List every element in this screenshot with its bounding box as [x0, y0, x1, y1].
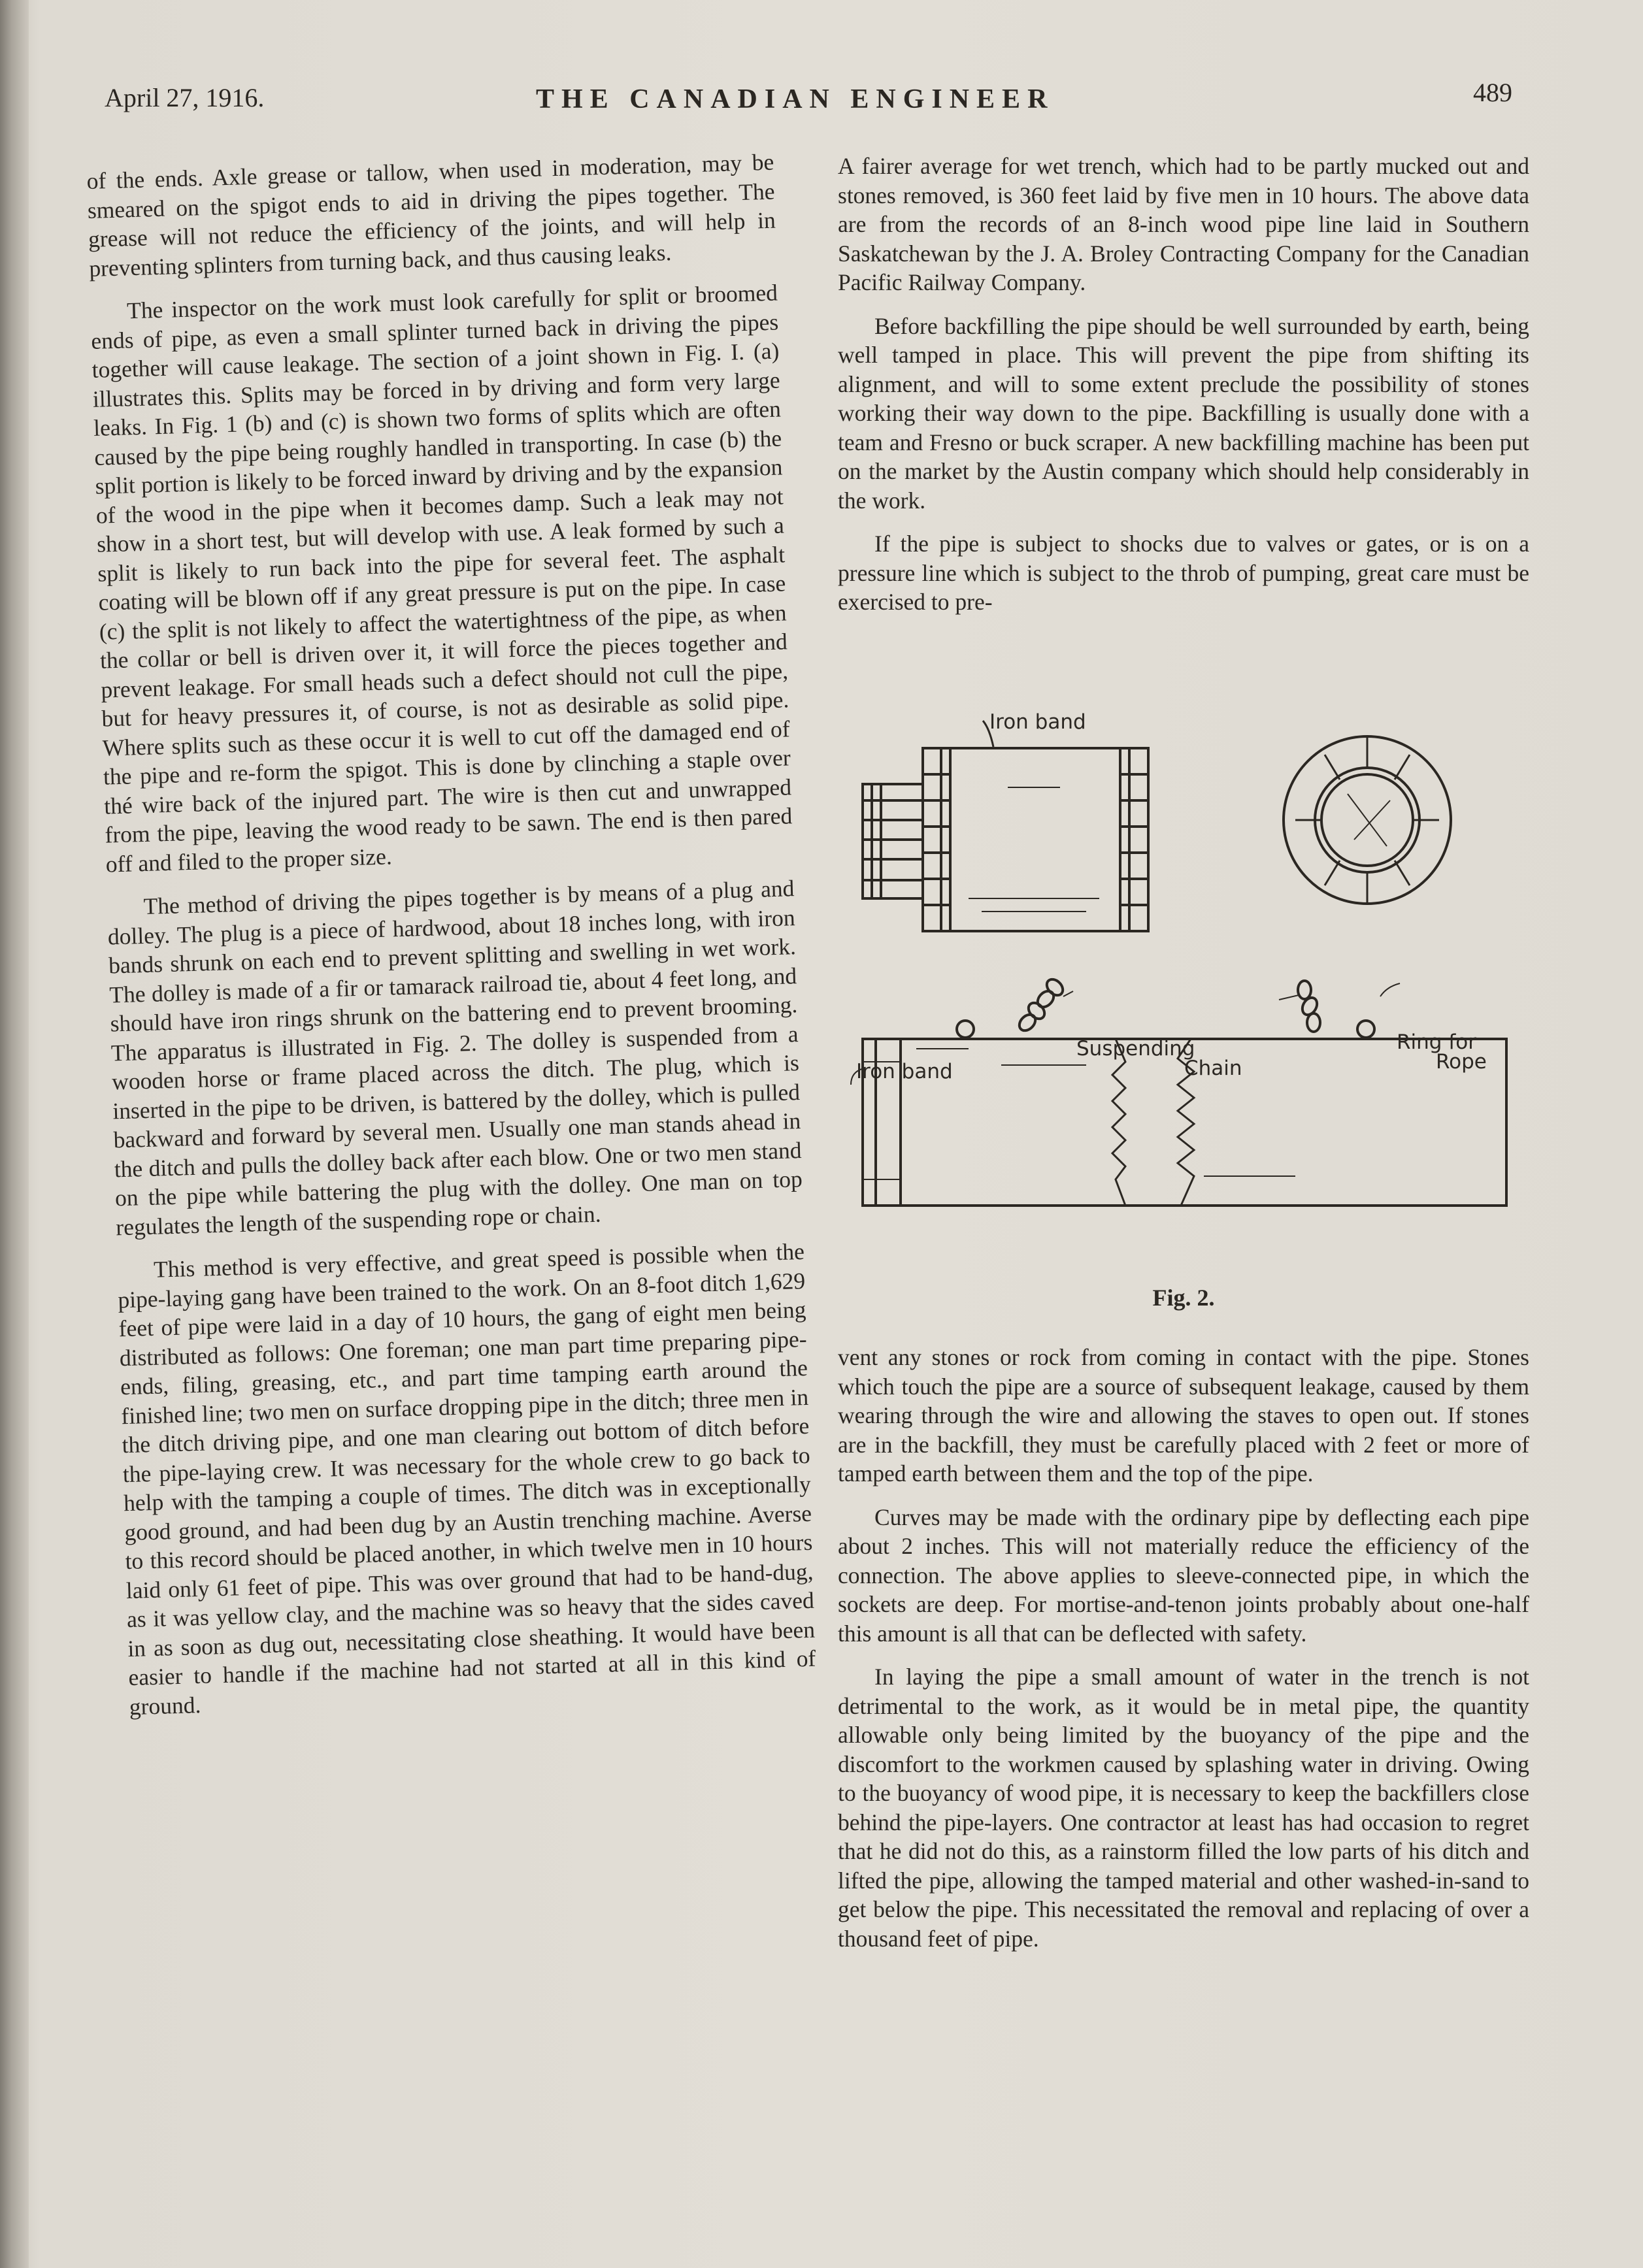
dolley-body-shape — [923, 748, 1148, 931]
iron-band-ring — [957, 1021, 974, 1038]
paragraph: vent any stones or rock from coming in contact with the pipe. Stones which touch the pipe are a source of subsequent leakage, caused by them wearing through the wire and allowing the staves to open out. If stones are in the backfill, they must be carefully placed with 2 feet or more of tamped earth between them and the top of the pipe. — [838, 1344, 1529, 1487]
label-chain: Chain — [1184, 1057, 1242, 1080]
left-column — [86, 148, 818, 1735]
figure-2 — [838, 709, 1529, 1323]
label-rope: Rope — [1436, 1050, 1487, 1074]
paragraph: The inspector on the work must look carefully for split or broomed ends of pipe, as even a small splinter turned back in driving the pipes together will cause leakage. The section of a joint shown in Fig. I. (a) illustrates this. Splits may be forced in by driving and form very large leaks. In Fig. 1 (b) and (c) is shown two forms of splits which are often caused by the pipe being roughly handled in transporting. In case (b) the split portion is likely to be forced inward by driving and by the expansion of the wood in the pipe when it becomes damp. Such a leak may not show in a short test, but will develop with use. A leak formed by such a split is likely to run back into the pipe for several feet. The asphalt coating will be blown off if any great pressure is put on the pipe. In case (c) the split is not likely to affect the watertightness of the pipe, as when the collar or bell is driven over it, it will force the pieces together and prevent leakage. For small heads such a defect should not cull the pipe, but for heavy pressures it, of course, is not as desirable as solid pipe. Where splits such as these occur it is well to cut off the damaged end of the pipe and re-form the spigot. This is done by clinching a staple over thé wire back of the injured part. The wire is then cut and unwrapped from the pipe, leaving the wood ready to be sawn. The end is then pared off and filed to the proper size. — [90, 279, 793, 878]
figure-caption: Fig. 2. — [1152, 1285, 1215, 1311]
running-header — [105, 77, 1512, 129]
paragraph: Before backfilling the pipe should be well surrounded by earth, being well tamped in place. This will prevent the pipe from shifting its alignment, and will to some extent preclude the possibility of stones working their way down to the pipe. Backfilling is usually done with a team and Fresno or buck scraper. A new backfilling machine has been put on the market by the Austin company which should help considerably in the work. — [838, 312, 1529, 514]
right-column-bottom — [838, 1343, 1529, 1967]
figure-2-drawing — [838, 709, 1529, 1277]
paragraph: If the pipe is subject to shocks due to valves or gates, or is on a pressure line which is subject to the throb of pumping, great care must be exercised to pre- — [838, 531, 1529, 615]
paragraph: of the ends. Axle grease or tallow, when used in moderation, may be smeared on the spigot ends to aid in driving the pipes together. The grease will not reduce the efficiency of the joints, and will help in preventing splinters from turning back, and thus causing leaks. — [86, 148, 776, 282]
paragraph: Curves may be made with the ordinary pipe by deflecting each pipe about 2 inches. This will not materially reduce the efficiency of the connection. The above applies to sleeve-connected pipe, in which the sockets are deep. For mortise-and-tenon joints probably about one-half this amount is all that can be deflected with safety. — [838, 1504, 1529, 1647]
paragraph: This method is very effective, and great speed is possible when the pipe-laying gang have been trained to the work. On an 8-foot ditch 1,629 feet of pipe were laid in a day of 10 hours, the gang of eight men being distributed as follows: One foreman; one man part time preparing pipe-ends, filing, greasing, etc., and part time tamping earth around the finished line; two men on surface dropping pipe in the ditch; three men in the ditch driving pipe, and one man clearing out bottom of ditch before the pipe-laying crew. It was necessary for the whole crew to go back to help with the tamping a couple of times. The ditch was in exceptionally good ground, and had been dug by an Austin trenching machine. Averse to this record should be placed another, in which twelve men in 10 hours laid only 61 feet of pipe. This was over ground that had to be hand-dug, as it was yellow clay, and the machine was so heavy that the sides caved in as soon as dug out, necessitating close sheathing. It would have been easier to handle if the machine had not started at all in this kind of ground. — [117, 1238, 816, 1720]
label-ring-for: Ring for — [1397, 1030, 1476, 1054]
paragraph: A fairer average for wet trench, which had to be partly mucked out and stones removed, is 360 feet laid by five men in 10 hours. The above data are from the records of an 8-inch wood pipe line laid in Southern Saskatchewan by the J. A. Broley Contracting Company for the Canadian Pacific Railway Company. — [838, 153, 1529, 295]
page-number: 489 — [1473, 78, 1512, 107]
book-spine-shadow — [0, 0, 29, 2268]
label-iron-band-top: Iron band — [989, 710, 1086, 734]
label-iron-band: Iron band — [856, 1060, 953, 1083]
label-suspending: Suspending — [1076, 1037, 1195, 1060]
rope-ring — [1357, 1021, 1374, 1038]
issue-date: April 27, 1916. — [105, 83, 265, 112]
paragraph: In laying the pipe a small amount of water in the trench is not detrimental to the work, as it would be in metal pipe, the quantity allowable only being limited by the buoyancy of the pipe and the discomfort to the workmen caused by splashing water in driving. Owing to the buoyancy of wood pipe, it is necessary to keep the backfillers close behind the pipe-layers. One contractor at least has had occasion to regret that he did not do this, as a rainstorm filled the low parts of his ditch and lifted the pipe, allowing the tamped material and other washed-in-sand to get below the pipe. This necessitated the removal and replacing of over a thousand feet of pipe. — [838, 1664, 1529, 1952]
journal-title: THE CANADIAN ENGINEER — [536, 84, 1055, 114]
paragraph: The method of driving the pipes together is by means of a plug and dolley. The plug is a piece of hardwood, about 18 inches long, with iron bands shrunk on each end to prevent splitting and swelling in wet work. The dolley is made of a fir or tamarack railroad tie, about 4 feet long, and should have iron rings shrunk on the battering end to prevent brooming. The apparatus is illustrated in Fig. 2. The dolley is suspended from a wooden horse or frame placed across the ditch. The plug, which is inserted in the pipe to be driven, is battered by the dolley, which is pulled backward and forward by several men. Usually one man stands ahead in the ditch and pulls the dolley back after each blow. One or two men stand on the pipe while battering the plug with the dolley. One man on top regulates the length of the suspending rope or chain. — [107, 875, 803, 1240]
right-column-top — [838, 152, 1529, 631]
